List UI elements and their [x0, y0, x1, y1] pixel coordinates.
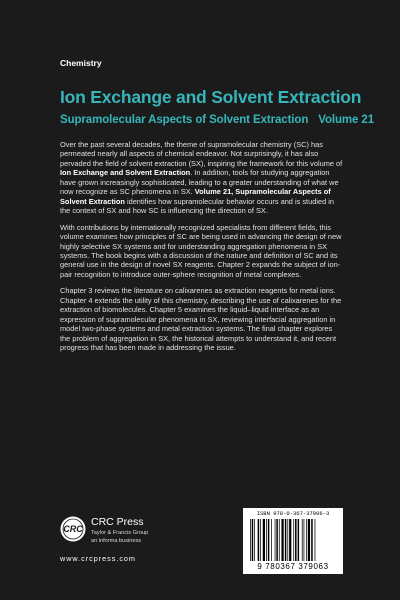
barcode-bar: [263, 519, 265, 561]
description: [60, 140, 343, 360]
barcode-bar: [260, 519, 261, 561]
barcode-bar: [308, 519, 310, 561]
barcode-bar: [266, 519, 267, 561]
barcode-bar: [250, 519, 251, 561]
category-label: Chemistry: [60, 58, 102, 68]
description-paragraph-3: Chapter 3 reviews the literature on calixarenes as extraction reagents for metal ions. Chapter 4 extends the utility of this chemistry, describing the use of calixarenes for the extraction of biomolecules. Chapter 5 examines the liquid–liquid interface as an expression of supramolecular phenomena in SX, reviewing interfacial aggregation in model two-phase systems and metal extraction systems. The final chapter explores the problem of aggregation in SX, the historical attempts to understand it, and recent progress that has been made in addressing the issue.: [60, 286, 342, 353]
paragraph-1-text-c: . In addition, tools for studying aggregation have grown increasingly sophisticated, leading to a greater understanding of what we now recognize as SC phenomena in SX.: [60, 168, 339, 197]
barcode-bar: [258, 519, 260, 561]
crc-logo-text: CRC: [63, 524, 83, 535]
barcode-bar: [268, 519, 270, 561]
barcode-bar: [304, 519, 305, 561]
publisher-informa: an informa business: [91, 538, 142, 544]
barcode-bar: [293, 519, 294, 561]
barcode-bar: [252, 519, 254, 561]
publisher-block: [60, 516, 200, 576]
barcode-bar: [306, 519, 307, 561]
paragraph-1-text-a: Over the past several decades, the theme of supramolecular chemistry (SC) has permeated nearly all aspects of chemical endeavor. Not surprisingly, it has also pervaded the field of solvent extraction (SX), inspiring the framework for this volume of: [60, 140, 343, 168]
barcode-bar: [281, 519, 283, 561]
description-paragraph-1: [60, 140, 343, 216]
barcode-bar: [298, 519, 300, 561]
barcode-bar: [279, 519, 280, 561]
isbn-barcode: [243, 508, 343, 574]
volume-label: Volume 21: [318, 114, 375, 126]
isbn-label: ISBN 978-0-367-37906-3: [256, 510, 330, 517]
paragraph-1-bold-volume: Volume 21, Supramolecular Aspects of Solvent Extraction: [60, 187, 331, 206]
barcode-bar: [276, 519, 278, 561]
subtitle-text: Supramolecular Aspects of Solvent Extraction: [60, 114, 309, 126]
book-title: Ion Exchange and Solvent Extraction: [60, 87, 362, 107]
barcode-bar: [315, 519, 316, 561]
barcode-bars: [249, 519, 337, 561]
barcode-bar: [311, 519, 313, 561]
description-paragraph-2: With contributions by internationally recognized specialists from different fields, this volume examines how principles of SC are being used in advancing the design of new highly selective SX systems and for understanding aggregation phenomena in SX systems. The book begins with a discussion of the nature and definition of SC and its general use in the design of novel SX reagents. Chapter 2 expands the subject of ion-pair recognition to introduce outer-sphere recognition of metal complexes.: [60, 222, 342, 279]
publisher-group: Taylor & Francis Group: [91, 530, 149, 536]
barcode-bar: [271, 519, 272, 561]
barcode-number: 9 780367 379063: [257, 562, 329, 571]
barcode-bar: [302, 519, 303, 561]
paragraph-1-bold-title: Ion Exchange and Solvent Extraction: [60, 168, 191, 178]
barcode-bar: [275, 519, 276, 561]
book-subtitle: [60, 114, 374, 126]
barcode-bar: [287, 519, 288, 561]
publisher-name: CRC Press: [91, 516, 144, 528]
barcode-bar: [254, 519, 255, 561]
paragraph-1-text-e: identifies how supramolecular behavior occurs and is studied in the context of SX and how SC is influencing the direction of SX.: [60, 196, 334, 216]
barcode-bar: [285, 519, 287, 561]
barcode-bar: [295, 519, 297, 561]
barcode-bar: [289, 519, 291, 561]
publisher-website[interactable]: www.crcpress.com: [60, 554, 136, 563]
crc-logo-icon: [60, 516, 86, 542]
